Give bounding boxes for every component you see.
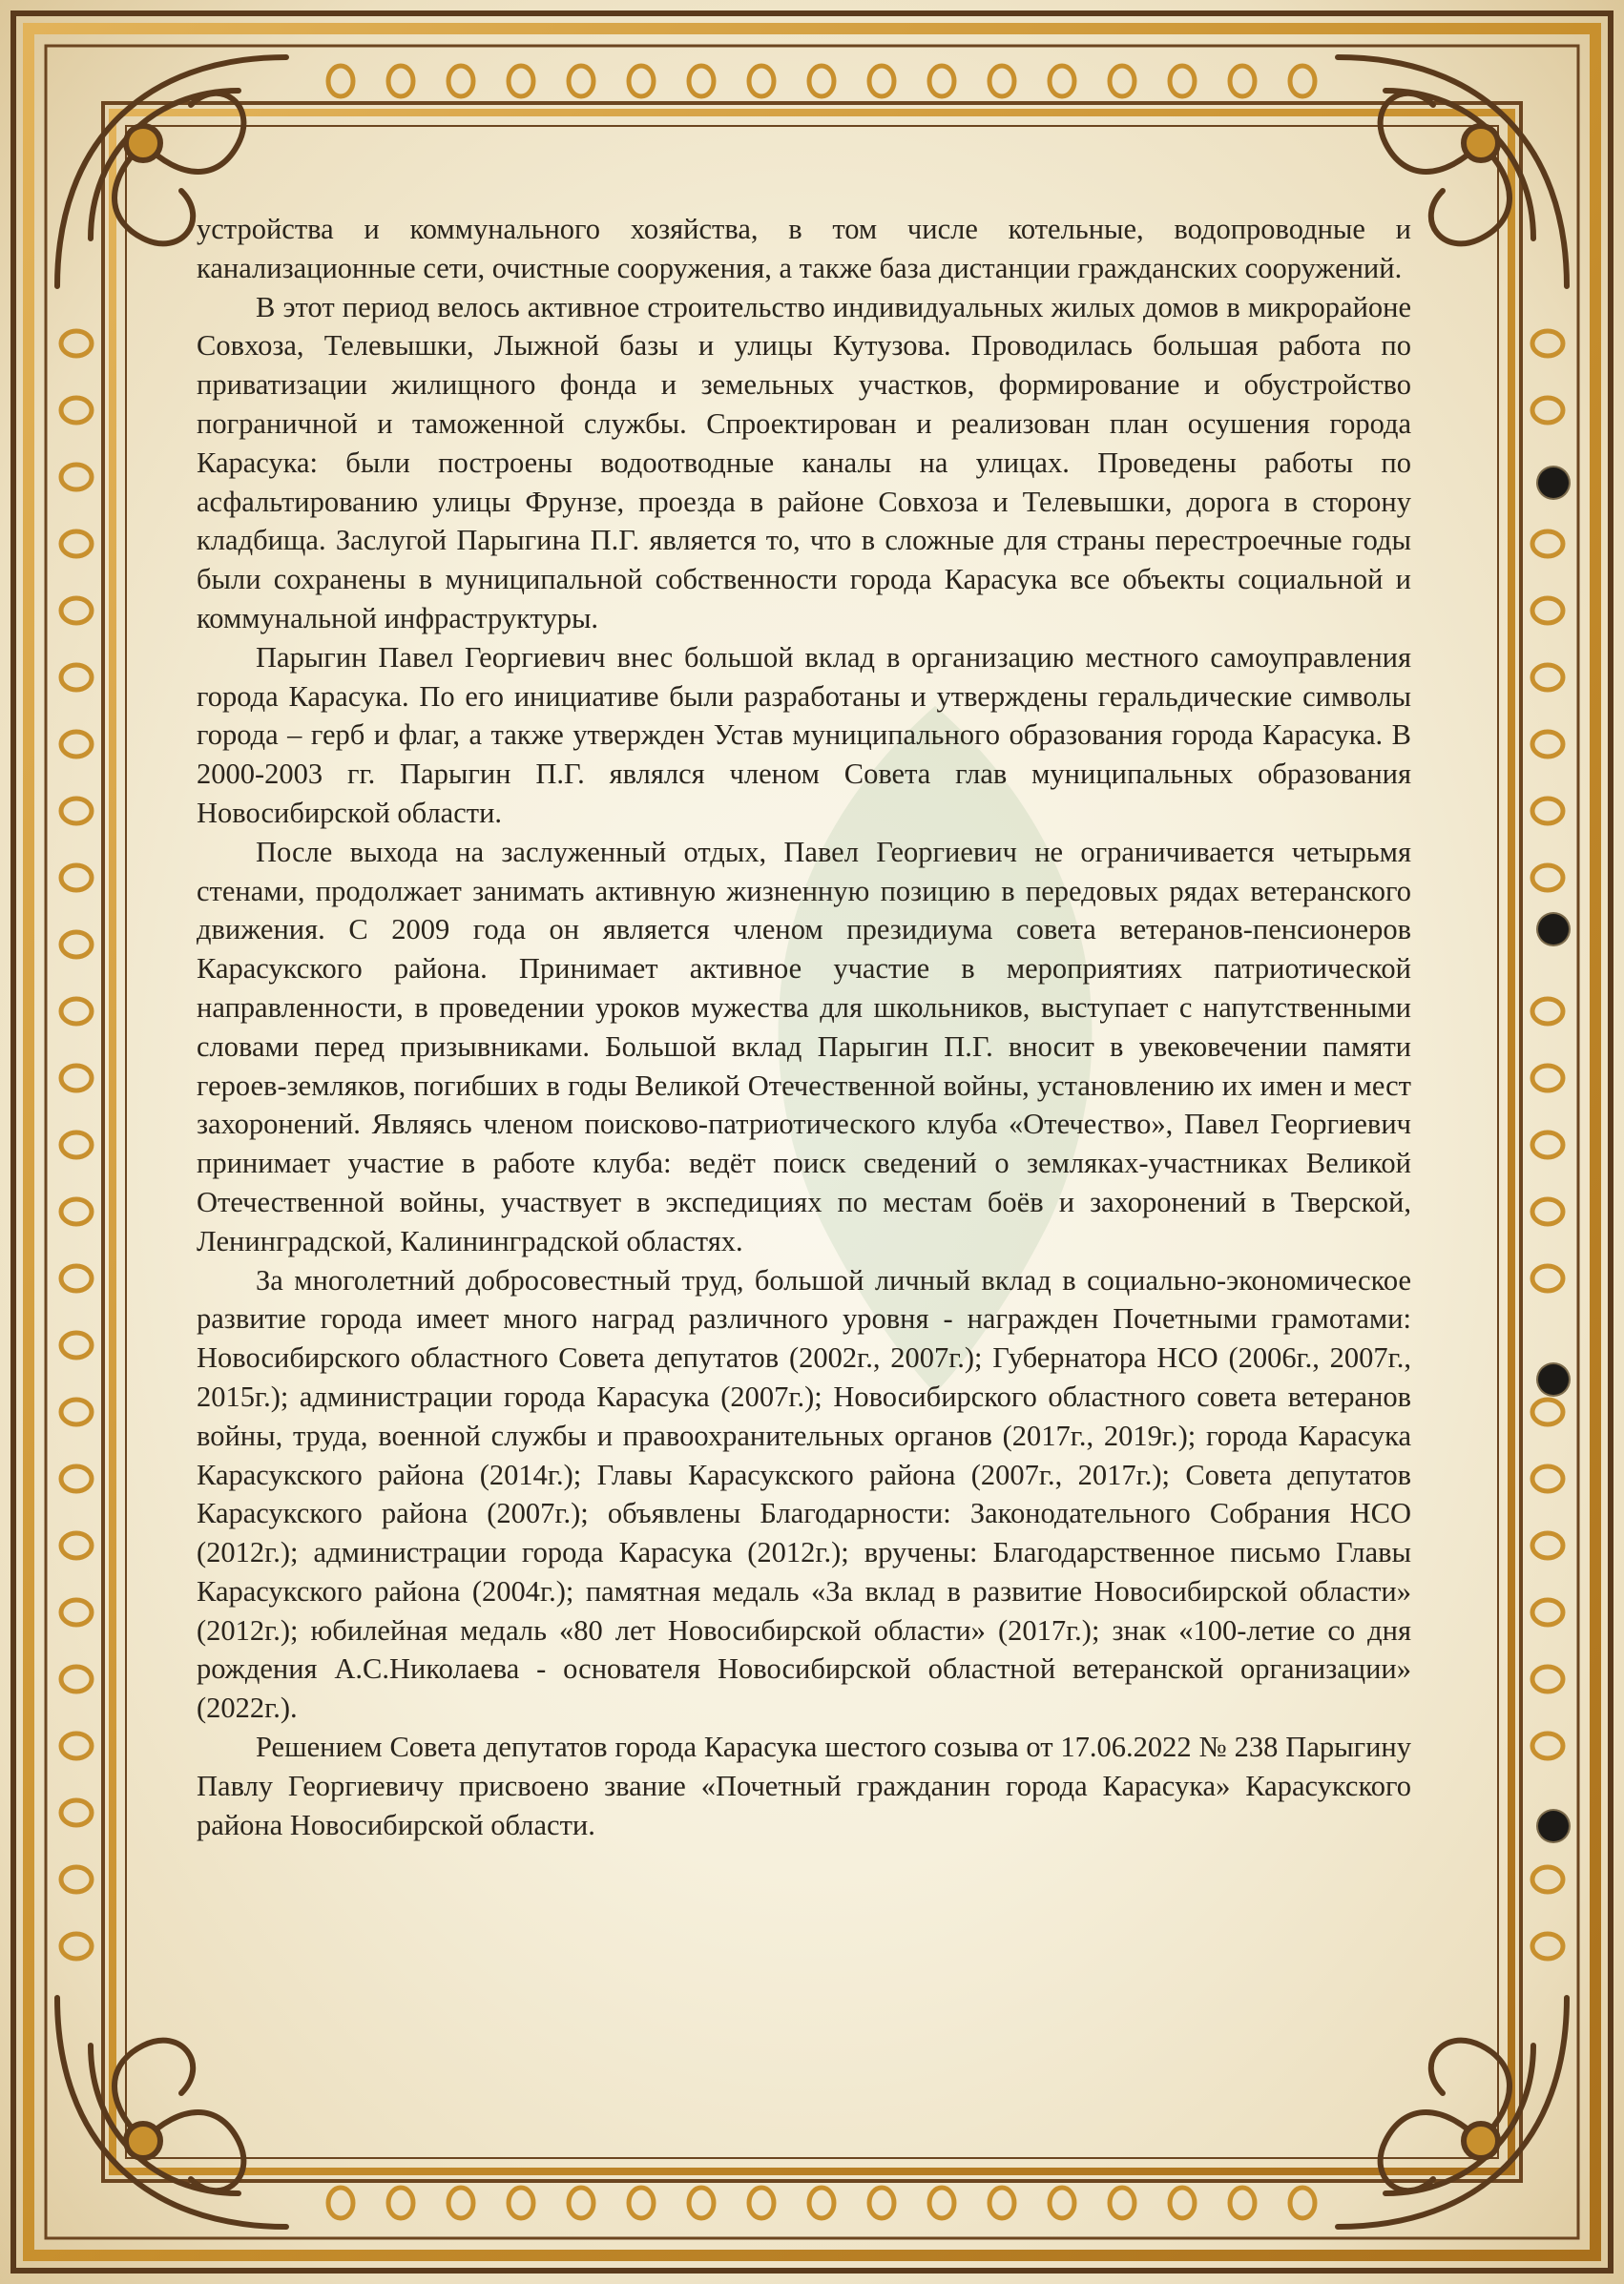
document-body — [197, 210, 1411, 2080]
paragraph-2: В этот период велось активное строительство индивидуальных жилых домов в микрорайоне Совхоза, Телевышки, Лыжной базы и улицы Кутузова. Проводилась большая работа по приватизации жилищного фонда и земельных участков, формирование и обустройство пограничной и таможенной службы. Спроектирован и реализован план осушения города Карасука: были построены водоотводные каналы на улицах. Проведены работы по асфальтированию улицы Фрунзе, проезда в районе Совхоза и Телевышки, дорога в сторону кладбища. Заслугой Парыгина П.Г. является то, что в сложные для страны перестроечные годы были сохранены в муниципальной собственности города Карасука все объекты социальной и коммунальной инфраструктуры. — [197, 290, 1411, 634]
binder-hole — [1538, 914, 1569, 945]
paragraph-3: Парыгин Павел Георгиевич внес большой вклад в организацию местного самоуправления города Карасука. По его инициативе были разработаны и утверждены геральдические символы города – герб и флаг, а также утвержден Устав муниципального образования города Карасука. В 2000-2003 гг. Парыгин П.Г. являлся членом Совета глав муниципальных образования Новосибирской области. — [197, 640, 1411, 829]
binder-hole — [1538, 1364, 1569, 1395]
paragraph-6: Решением Совета депутатов города Карасука шестого созыва от 17.06.2022 № 238 Парыгину Павлу Георгиевичу присвоено звание «Почетный гражданин города Карасука» Карасукского района Новосибирской области. — [197, 1731, 1411, 1841]
binder-hole — [1538, 1811, 1569, 1841]
binder-hole — [1538, 467, 1569, 498]
paragraph-4: После выхода на заслуженный отдых, Павел Георгиевич не ограничивается четырьмя стенами, продолжает занимать активную жизненную позицию в передовых рядах ветеранского движения. С 2009 года он является членом президиума совета ветеранов-пенсионеров Карасукского района. Принимает активное участие в мероприятиях патриотической направленности, в проведении уроков мужества для школьников, выступает с напутственными словами перед призывниками. Большой вклад Парыгин П.Г. вносит в увековечении памяти героев-земляков, погибших в годы Великой Отечественной войны, установлению их имен и мест захоронений. Являясь членом поисково-патриотического клуба «Отечество», Павел Георгиевич принимает участие в работе клуба: ведёт поиск сведений о земляках-участниках Великой Отечественной войны, участвует в экспедициях по местам боёв и захоронений в Тверской, Ленинградской, Калининградской областях. — [197, 835, 1411, 1257]
paragraph-1: устройства и коммунального хозяйства, в том числе котельные, водопроводные и канализационные сети, очистные сооружения, а также база дистанции гражданских сооружений. — [197, 213, 1411, 284]
paragraph-5: За многолетний добросовестный труд, большой личный вклад в социально-экономическое развитие города имеет много наград различного уровня - награжден Почетными грамотами: Новосибирского областного Совета депутатов (2002г., 2007г.); Губернатора НСО (2006г., 2007г., 2015г.); администрации города Карасука (2007г.); Новосибирского областного совета ветеранов войны, труда, военной службы и правоохранительных органов (2017г., 2019г.); города Карасука Карасукского района (2014г.); Главы Карасукского района (2007г., 2017г.); Совета депутатов Карасукского района (2007г.); объявлены Благодарности: Законодательного Собрания НСО (2012г.); администрации города Карасука (2012г.); вручены: Благодарственное письмо Главы Карасукского района (2004г.); памятная медаль «За вклад в развитие Новосибирской области» (2012г.); юбилейная медаль «80 лет Новосибирской области» (2017г.); знак «100-летие со дня рождения А.С.Николаева - основателя Новосибирской областной ветеранской организации» (2022г.). — [197, 1263, 1411, 1725]
